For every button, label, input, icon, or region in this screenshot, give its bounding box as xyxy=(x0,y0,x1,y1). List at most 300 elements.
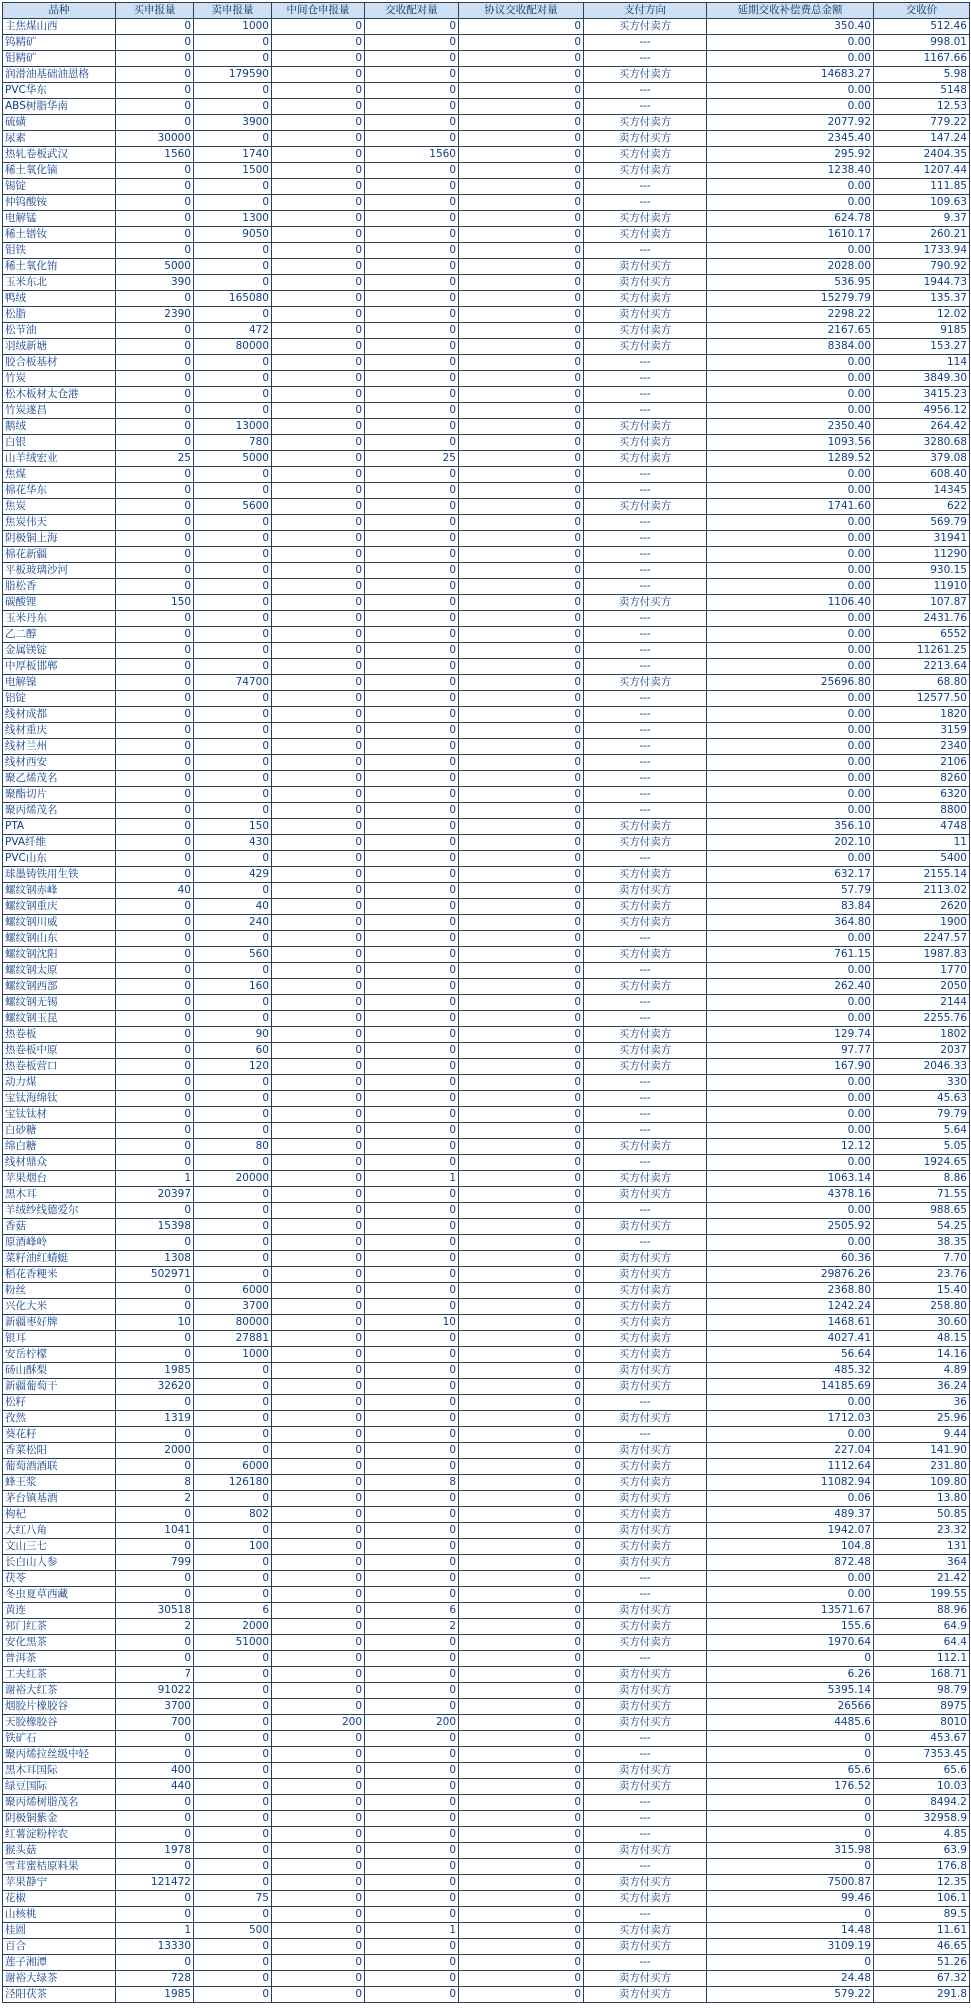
compensation-total-cell: 155.6 xyxy=(707,1619,874,1635)
delivery-price-cell: 31941 xyxy=(874,531,970,547)
variety-cell: 碳酸锂 xyxy=(3,595,116,611)
table-row xyxy=(3,1107,970,1123)
matched-quantity-cell: 0 xyxy=(365,963,459,979)
matched-quantity-cell: 0 xyxy=(365,1699,459,1715)
payment-direction-cell: 买方付卖方 xyxy=(584,1635,707,1651)
payment-direction-cell: --- xyxy=(584,195,707,211)
variety-cell: 羊绒纱线德爱尔 xyxy=(3,1203,116,1219)
delivery-price-cell: 12.35 xyxy=(874,1875,970,1891)
matched-quantity-cell: 0 xyxy=(365,195,459,211)
table-row xyxy=(3,787,970,803)
agreement-matched-cell: 0 xyxy=(459,739,584,755)
sell-declared-cell: 1500 xyxy=(194,163,272,179)
agreement-matched-cell: 0 xyxy=(459,1715,584,1731)
header-variety: 品种 xyxy=(3,3,116,19)
intermediate-declared-cell: 0 xyxy=(272,1235,365,1251)
payment-direction-cell: --- xyxy=(584,243,707,259)
delivery-price-cell: 291.8 xyxy=(874,1987,970,2003)
matched-quantity-cell: 0 xyxy=(365,1363,459,1379)
table-row xyxy=(3,1715,970,1731)
variety-cell: 润滑油基础油恩格 xyxy=(3,67,116,83)
payment-direction-cell: 买方付卖方 xyxy=(584,835,707,851)
table-row xyxy=(3,1795,970,1811)
intermediate-declared-cell: 0 xyxy=(272,1699,365,1715)
table-row xyxy=(3,259,970,275)
variety-cell: PVC华东 xyxy=(3,83,116,99)
delivery-price-cell: 2431.76 xyxy=(874,611,970,627)
agreement-matched-cell: 0 xyxy=(459,1539,584,1555)
matched-quantity-cell: 0 xyxy=(365,547,459,563)
compensation-total-cell: 262.40 xyxy=(707,979,874,995)
agreement-matched-cell: 0 xyxy=(459,1859,584,1875)
variety-cell: 香菇 xyxy=(3,1219,116,1235)
agreement-matched-cell: 0 xyxy=(459,691,584,707)
table-row xyxy=(3,1235,970,1251)
buy-declared-cell: 0 xyxy=(116,323,194,339)
matched-quantity-cell: 0 xyxy=(365,1219,459,1235)
buy-declared-cell: 0 xyxy=(116,611,194,627)
buy-declared-cell: 1 xyxy=(116,1171,194,1187)
compensation-total-cell: 167.90 xyxy=(707,1059,874,1075)
intermediate-declared-cell: 0 xyxy=(272,1635,365,1651)
intermediate-declared-cell: 0 xyxy=(272,771,365,787)
agreement-matched-cell: 0 xyxy=(459,723,584,739)
compensation-total-cell: 26566 xyxy=(707,1699,874,1715)
intermediate-declared-cell: 0 xyxy=(272,739,365,755)
compensation-total-cell: 0.00 xyxy=(707,931,874,947)
sell-declared-cell: 0 xyxy=(194,1907,272,1923)
variety-cell: 大红八角 xyxy=(3,1523,116,1539)
delivery-price-cell: 1167.66 xyxy=(874,51,970,67)
buy-declared-cell: 0 xyxy=(116,1955,194,1971)
payment-direction-cell: --- xyxy=(584,995,707,1011)
compensation-total-cell: 0.00 xyxy=(707,771,874,787)
sell-declared-cell: 0 xyxy=(194,883,272,899)
buy-declared-cell: 0 xyxy=(116,419,194,435)
variety-cell: 稀土镨钕 xyxy=(3,227,116,243)
table-row xyxy=(3,931,970,947)
buy-declared-cell: 0 xyxy=(116,339,194,355)
intermediate-declared-cell: 0 xyxy=(272,403,365,419)
compensation-total-cell: 0.00 xyxy=(707,1107,874,1123)
sell-declared-cell: 120 xyxy=(194,1059,272,1075)
buy-declared-cell: 0 xyxy=(116,1747,194,1763)
table-row xyxy=(3,1427,970,1443)
compensation-total-cell: 0.00 xyxy=(707,83,874,99)
agreement-matched-cell: 0 xyxy=(459,659,584,675)
variety-cell: 红薯淀粉梓农 xyxy=(3,1827,116,1843)
compensation-total-cell: 489.37 xyxy=(707,1507,874,1523)
intermediate-declared-cell: 0 xyxy=(272,1891,365,1907)
payment-direction-cell: 买方付卖方 xyxy=(584,1347,707,1363)
matched-quantity-cell: 0 xyxy=(365,1507,459,1523)
agreement-matched-cell: 0 xyxy=(459,1587,584,1603)
intermediate-declared-cell: 0 xyxy=(272,995,365,1011)
agreement-matched-cell: 0 xyxy=(459,355,584,371)
buy-declared-cell: 30000 xyxy=(116,131,194,147)
payment-direction-cell: 卖方付买方 xyxy=(584,1219,707,1235)
buy-declared-cell: 5000 xyxy=(116,259,194,275)
agreement-matched-cell: 0 xyxy=(459,1795,584,1811)
sell-declared-cell: 0 xyxy=(194,1123,272,1139)
compensation-total-cell: 8384.00 xyxy=(707,339,874,355)
payment-direction-cell: --- xyxy=(584,371,707,387)
matched-quantity-cell: 0 xyxy=(365,1203,459,1219)
table-row xyxy=(3,1571,970,1587)
buy-declared-cell: 0 xyxy=(116,483,194,499)
matched-quantity-cell: 0 xyxy=(365,995,459,1011)
sell-declared-cell: 0 xyxy=(194,371,272,387)
variety-cell: 葡萄酒酒联 xyxy=(3,1459,116,1475)
variety-cell: 祁门红茶 xyxy=(3,1619,116,1635)
variety-cell: ABS树脂华南 xyxy=(3,99,116,115)
sell-declared-cell: 0 xyxy=(194,1987,272,2003)
payment-direction-cell: 买方付卖方 xyxy=(584,899,707,915)
variety-cell: 香菜松阳 xyxy=(3,1443,116,1459)
compensation-total-cell: 0.00 xyxy=(707,1091,874,1107)
matched-quantity-cell: 0 xyxy=(365,659,459,675)
table-row xyxy=(3,211,970,227)
payment-direction-cell: 买方付卖方 xyxy=(584,1059,707,1075)
intermediate-declared-cell: 0 xyxy=(272,755,365,771)
table-row xyxy=(3,1299,970,1315)
payment-direction-cell: --- xyxy=(584,563,707,579)
compensation-total-cell: 0.00 xyxy=(707,483,874,499)
compensation-total-cell: 295.92 xyxy=(707,147,874,163)
matched-quantity-cell: 0 xyxy=(365,1027,459,1043)
compensation-total-cell: 0 xyxy=(707,1907,874,1923)
sell-declared-cell: 0 xyxy=(194,1411,272,1427)
table-row xyxy=(3,483,970,499)
buy-declared-cell: 0 xyxy=(116,179,194,195)
agreement-matched-cell: 0 xyxy=(459,531,584,547)
variety-cell: 阴极铜紫金 xyxy=(3,1811,116,1827)
buy-declared-cell: 0 xyxy=(116,1427,194,1443)
matched-quantity-cell: 0 xyxy=(365,739,459,755)
table-row xyxy=(3,723,970,739)
matched-quantity-cell: 2 xyxy=(365,1619,459,1635)
table-row xyxy=(3,995,970,1011)
buy-declared-cell: 0 xyxy=(116,995,194,1011)
delivery-price-cell: 2113.02 xyxy=(874,883,970,899)
matched-quantity-cell: 0 xyxy=(365,627,459,643)
compensation-total-cell: 83.84 xyxy=(707,899,874,915)
matched-quantity-cell: 0 xyxy=(365,515,459,531)
delivery-price-cell: 11.61 xyxy=(874,1923,970,1939)
compensation-total-cell: 65.6 xyxy=(707,1763,874,1779)
table-row xyxy=(3,1507,970,1523)
sell-declared-cell: 0 xyxy=(194,1939,272,1955)
delivery-price-cell: 2213.64 xyxy=(874,659,970,675)
matched-quantity-cell: 0 xyxy=(365,787,459,803)
matched-quantity-cell: 0 xyxy=(365,931,459,947)
delivery-price-cell: 30.60 xyxy=(874,1315,970,1331)
matched-quantity-cell: 0 xyxy=(365,1955,459,1971)
matched-quantity-cell: 0 xyxy=(365,355,459,371)
compensation-total-cell: 0.00 xyxy=(707,1571,874,1587)
payment-direction-cell: 买方付卖方 xyxy=(584,1459,707,1475)
table-row xyxy=(3,1155,970,1171)
sell-declared-cell: 0 xyxy=(194,1731,272,1747)
compensation-total-cell: 29876.26 xyxy=(707,1267,874,1283)
agreement-matched-cell: 0 xyxy=(459,83,584,99)
agreement-matched-cell: 0 xyxy=(459,1379,584,1395)
payment-direction-cell: --- xyxy=(584,611,707,627)
delivery-price-cell: 8494.2 xyxy=(874,1795,970,1811)
agreement-matched-cell: 0 xyxy=(459,1427,584,1443)
payment-direction-cell: --- xyxy=(584,1571,707,1587)
sell-declared-cell: 0 xyxy=(194,995,272,1011)
matched-quantity-cell: 0 xyxy=(365,307,459,323)
delivery-price-cell: 8010 xyxy=(874,1715,970,1731)
matched-quantity-cell: 0 xyxy=(365,1043,459,1059)
table-row xyxy=(3,1459,970,1475)
compensation-total-cell: 202.10 xyxy=(707,835,874,851)
payment-direction-cell: 卖方付买方 xyxy=(584,1187,707,1203)
matched-quantity-cell: 0 xyxy=(365,1635,459,1651)
buy-declared-cell: 0 xyxy=(116,1587,194,1603)
delivery-price-cell: 11 xyxy=(874,835,970,851)
buy-declared-cell: 0 xyxy=(116,979,194,995)
delivery-price-cell: 622 xyxy=(874,499,970,515)
agreement-matched-cell: 0 xyxy=(459,1331,584,1347)
matched-quantity-cell: 0 xyxy=(365,19,459,35)
payment-direction-cell: 卖方付买方 xyxy=(584,1667,707,1683)
buy-declared-cell: 30518 xyxy=(116,1603,194,1619)
sell-declared-cell: 40 xyxy=(194,899,272,915)
buy-declared-cell: 1978 xyxy=(116,1843,194,1859)
matched-quantity-cell: 0 xyxy=(365,99,459,115)
table-row xyxy=(3,915,970,931)
table-row xyxy=(3,803,970,819)
compensation-total-cell: 0.00 xyxy=(707,851,874,867)
variety-cell: 绿豆国际 xyxy=(3,1779,116,1795)
agreement-matched-cell: 0 xyxy=(459,1443,584,1459)
compensation-total-cell: 57.79 xyxy=(707,883,874,899)
sell-declared-cell: 0 xyxy=(194,851,272,867)
payment-direction-cell: --- xyxy=(584,1123,707,1139)
table-row xyxy=(3,1971,970,1987)
payment-direction-cell: 买方付卖方 xyxy=(584,451,707,467)
payment-direction-cell: 卖方付买方 xyxy=(584,1699,707,1715)
variety-cell: PVC山东 xyxy=(3,851,116,867)
agreement-matched-cell: 0 xyxy=(459,1203,584,1219)
compensation-total-cell: 2350.40 xyxy=(707,419,874,435)
table-row xyxy=(3,1763,970,1779)
sell-declared-cell: 80000 xyxy=(194,1315,272,1331)
payment-direction-cell: --- xyxy=(584,659,707,675)
table-row xyxy=(3,1955,970,1971)
table-row xyxy=(3,1603,970,1619)
buy-declared-cell: 502971 xyxy=(116,1267,194,1283)
compensation-total-cell: 1610.17 xyxy=(707,227,874,243)
variety-cell: 茯苓 xyxy=(3,1571,116,1587)
compensation-total-cell: 2077.92 xyxy=(707,115,874,131)
delivery-price-cell: 1733.94 xyxy=(874,243,970,259)
intermediate-declared-cell: 0 xyxy=(272,1619,365,1635)
matched-quantity-cell: 0 xyxy=(365,1011,459,1027)
variety-cell: 谢裕大红茶 xyxy=(3,1683,116,1699)
sell-declared-cell: 0 xyxy=(194,1587,272,1603)
agreement-matched-cell: 0 xyxy=(459,371,584,387)
matched-quantity-cell: 0 xyxy=(365,35,459,51)
sell-declared-cell: 20000 xyxy=(194,1171,272,1187)
variety-cell: 焦煤 xyxy=(3,467,116,483)
buy-declared-cell: 2390 xyxy=(116,307,194,323)
table-row xyxy=(3,499,970,515)
agreement-matched-cell: 0 xyxy=(459,1459,584,1475)
sell-declared-cell: 27881 xyxy=(194,1331,272,1347)
agreement-matched-cell: 0 xyxy=(459,627,584,643)
variety-cell: 螺纹钢赤峰 xyxy=(3,883,116,899)
compensation-total-cell: 0.00 xyxy=(707,1123,874,1139)
delivery-price-cell: 64.9 xyxy=(874,1619,970,1635)
variety-cell: 安化黑茶 xyxy=(3,1635,116,1651)
matched-quantity-cell: 0 xyxy=(365,1331,459,1347)
variety-cell: 茅台镇基酒 xyxy=(3,1491,116,1507)
delivery-price-cell: 36 xyxy=(874,1395,970,1411)
intermediate-declared-cell: 0 xyxy=(272,435,365,451)
buy-declared-cell: 0 xyxy=(116,499,194,515)
buy-declared-cell: 0 xyxy=(116,1027,194,1043)
payment-direction-cell: 买方付卖方 xyxy=(584,1923,707,1939)
compensation-total-cell: 1741.60 xyxy=(707,499,874,515)
variety-cell: 鸭绒 xyxy=(3,291,116,307)
sell-declared-cell: 560 xyxy=(194,947,272,963)
delivery-table-wrapper xyxy=(2,2,969,2003)
table-row xyxy=(3,131,970,147)
buy-declared-cell: 0 xyxy=(116,1283,194,1299)
table-row xyxy=(3,339,970,355)
sell-declared-cell: 0 xyxy=(194,739,272,755)
intermediate-declared-cell: 0 xyxy=(272,1475,365,1491)
delivery-price-cell: 5.98 xyxy=(874,67,970,83)
intermediate-declared-cell: 0 xyxy=(272,659,365,675)
sell-declared-cell: 0 xyxy=(194,1107,272,1123)
compensation-total-cell: 1063.14 xyxy=(707,1171,874,1187)
table-row xyxy=(3,1075,970,1091)
sell-declared-cell: 0 xyxy=(194,627,272,643)
payment-direction-cell: 买方付卖方 xyxy=(584,979,707,995)
payment-direction-cell: 买方付卖方 xyxy=(584,211,707,227)
compensation-total-cell: 99.46 xyxy=(707,1891,874,1907)
delivery-price-cell: 11910 xyxy=(874,579,970,595)
payment-direction-cell: 买方付卖方 xyxy=(584,1475,707,1491)
table-row xyxy=(3,1203,970,1219)
buy-declared-cell: 0 xyxy=(116,1059,194,1075)
payment-direction-cell: 买方付卖方 xyxy=(584,1507,707,1523)
sell-declared-cell: 0 xyxy=(194,1699,272,1715)
variety-cell: 山羊绒宏业 xyxy=(3,451,116,467)
variety-cell: 锡锭 xyxy=(3,179,116,195)
sell-declared-cell: 472 xyxy=(194,323,272,339)
intermediate-declared-cell: 0 xyxy=(272,627,365,643)
variety-cell: 聚酯切片 xyxy=(3,787,116,803)
agreement-matched-cell: 0 xyxy=(459,1315,584,1331)
sell-declared-cell: 0 xyxy=(194,1091,272,1107)
compensation-total-cell: 0.00 xyxy=(707,243,874,259)
variety-cell: 线材重庆 xyxy=(3,723,116,739)
delivery-price-cell: 38.35 xyxy=(874,1235,970,1251)
delivery-price-cell: 5.64 xyxy=(874,1123,970,1139)
delivery-price-cell: 12.02 xyxy=(874,307,970,323)
compensation-total-cell: 0.00 xyxy=(707,963,874,979)
table-row xyxy=(3,387,970,403)
sell-declared-cell: 0 xyxy=(194,1523,272,1539)
compensation-total-cell: 0.00 xyxy=(707,1075,874,1091)
intermediate-declared-cell: 0 xyxy=(272,1187,365,1203)
variety-cell: 脂松香 xyxy=(3,579,116,595)
table-row xyxy=(3,979,970,995)
table-row xyxy=(3,515,970,531)
delivery-price-cell: 199.55 xyxy=(874,1587,970,1603)
payment-direction-cell: --- xyxy=(584,627,707,643)
delivery-price-cell: 2155.14 xyxy=(874,867,970,883)
matched-quantity-cell: 0 xyxy=(365,275,459,291)
agreement-matched-cell: 0 xyxy=(459,1891,584,1907)
table-row xyxy=(3,1907,970,1923)
table-row xyxy=(3,147,970,163)
matched-quantity-cell: 0 xyxy=(365,1347,459,1363)
variety-cell: 螺纹钢重庆 xyxy=(3,899,116,915)
sell-declared-cell: 0 xyxy=(194,723,272,739)
agreement-matched-cell: 0 xyxy=(459,1507,584,1523)
agreement-matched-cell: 0 xyxy=(459,1267,584,1283)
variety-cell: 松节油 xyxy=(3,323,116,339)
table-row xyxy=(3,99,970,115)
table-row xyxy=(3,1123,970,1139)
delivery-price-cell: 11261.25 xyxy=(874,643,970,659)
table-row xyxy=(3,1523,970,1539)
intermediate-declared-cell: 0 xyxy=(272,1587,365,1603)
table-row xyxy=(3,1779,970,1795)
delivery-price-cell: 1900 xyxy=(874,915,970,931)
sell-declared-cell: 0 xyxy=(194,467,272,483)
matched-quantity-cell: 0 xyxy=(365,387,459,403)
intermediate-declared-cell: 0 xyxy=(272,499,365,515)
buy-declared-cell: 0 xyxy=(116,1539,194,1555)
sell-declared-cell: 0 xyxy=(194,611,272,627)
buy-declared-cell: 7 xyxy=(116,1667,194,1683)
agreement-matched-cell: 0 xyxy=(459,947,584,963)
table-row xyxy=(3,739,970,755)
payment-direction-cell: --- xyxy=(584,1107,707,1123)
payment-direction-cell: --- xyxy=(584,1731,707,1747)
agreement-matched-cell: 0 xyxy=(459,1667,584,1683)
table-row xyxy=(3,1043,970,1059)
delivery-price-cell: 260.21 xyxy=(874,227,970,243)
variety-cell: 线材兰州 xyxy=(3,739,116,755)
delivery-price-cell: 231.80 xyxy=(874,1459,970,1475)
variety-cell: 普洱茶 xyxy=(3,1651,116,1667)
intermediate-declared-cell: 0 xyxy=(272,1795,365,1811)
buy-declared-cell: 0 xyxy=(116,1091,194,1107)
matched-quantity-cell: 0 xyxy=(365,467,459,483)
table-row xyxy=(3,579,970,595)
delivery-price-cell: 12.53 xyxy=(874,99,970,115)
compensation-total-cell: 0.00 xyxy=(707,1235,874,1251)
variety-cell: 稀土氧化镝 xyxy=(3,163,116,179)
sell-declared-cell: 126180 xyxy=(194,1475,272,1491)
matched-quantity-cell: 0 xyxy=(365,1139,459,1155)
agreement-matched-cell: 0 xyxy=(459,931,584,947)
delivery-price-cell: 790.92 xyxy=(874,259,970,275)
matched-quantity-cell: 0 xyxy=(365,1827,459,1843)
delivery-price-cell: 109.80 xyxy=(874,1475,970,1491)
compensation-total-cell: 5395.14 xyxy=(707,1683,874,1699)
sell-declared-cell: 165080 xyxy=(194,291,272,307)
payment-direction-cell: 卖方付买方 xyxy=(584,1715,707,1731)
